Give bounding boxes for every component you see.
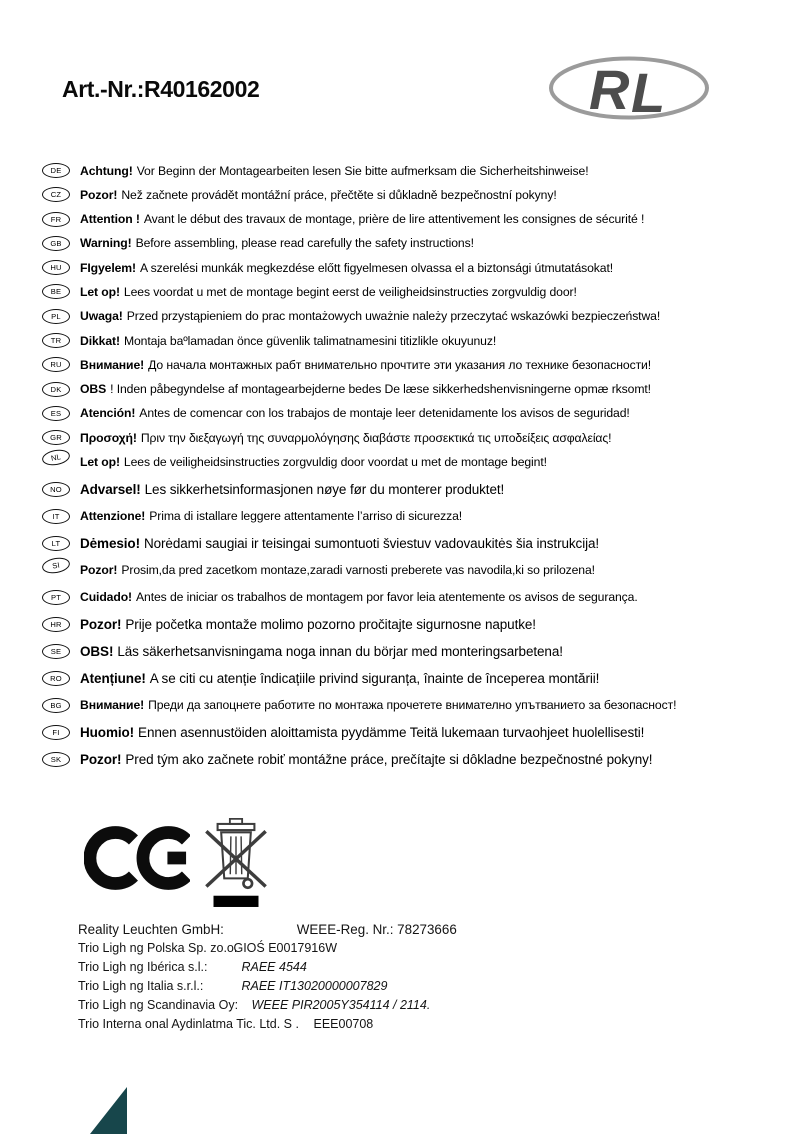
warning-text bbox=[80, 563, 595, 577]
warning-body: Antes de iniciar os trabalhos de montagem por favor leia atentemente os avisos de segurança. bbox=[136, 590, 638, 605]
warning-row bbox=[42, 559, 772, 578]
warning-body: Ennen asennustöiden aloittamista pyydämme Teitä lukemaan turvaohjeet huolellisesti! bbox=[138, 725, 645, 741]
warning-keyword: Advarsel! bbox=[80, 482, 141, 498]
company-name: Trio Interna onal Aydinlatma Tic. Ltd. S . bbox=[78, 1017, 299, 1031]
warning-keyword: Let op! bbox=[80, 455, 120, 470]
warning-body: Prosim,da pred zacetkom montaze,zaradi varnosti preberete vas navodila,ki so prilozena! bbox=[121, 563, 595, 578]
warning-keyword: Warning! bbox=[80, 236, 132, 251]
warning-row bbox=[42, 309, 772, 324]
warning-keyword: Let op! bbox=[80, 284, 120, 299]
warning-body: Montaja baºlamadan önce güvenlik talimatnamesini titizlikle okuyunuz! bbox=[123, 333, 497, 348]
warning-text bbox=[80, 644, 563, 659]
company-row bbox=[78, 958, 457, 977]
language-code-badge: SE bbox=[42, 644, 70, 659]
warning-row bbox=[42, 163, 772, 178]
warning-row bbox=[42, 430, 772, 445]
registration-number: RAEE 4544 bbox=[241, 960, 307, 974]
warning-row bbox=[42, 357, 772, 372]
warning-body: Než začnete provádět montážní práce, přečtěte si důkladně bezpečnostní pokyny! bbox=[121, 187, 557, 202]
language-code-badge: HR bbox=[42, 617, 70, 632]
language-code-badge: SI bbox=[41, 555, 71, 575]
registration-number: WEEE PIR2005Y354114 / 2114. bbox=[251, 998, 431, 1012]
warning-text bbox=[80, 212, 644, 226]
warning-text bbox=[80, 188, 557, 202]
logo-letter-r: R bbox=[589, 58, 630, 121]
warning-body: Преди да запоцнете работите по монтажа прочетете внимателно упътванието за безопасност! bbox=[148, 698, 677, 713]
warning-text bbox=[80, 617, 536, 632]
warning-keyword: Προσοχή! bbox=[80, 430, 137, 445]
warning-row bbox=[42, 260, 772, 275]
warning-body: Vor Beginn der Montagearbeiten lesen Sie bitte aufmerksam die Sicherheitshinweise! bbox=[136, 163, 589, 178]
warnings-list bbox=[42, 163, 772, 779]
warning-text bbox=[80, 382, 651, 396]
logo-letter-l: L bbox=[631, 61, 666, 121]
company-name: Trio Ligh ng Polska Sp. zo.o. bbox=[78, 941, 238, 955]
warning-body: A se citi cu atenție îndicațiile privind siguranța, înainte de începerea montării! bbox=[149, 671, 600, 687]
warning-body: Pred tým ako začnete robiť montážne práce, prečítajte si dôkladne bezpečnostné pokyny! bbox=[125, 752, 653, 768]
warning-keyword: Cuidado! bbox=[80, 590, 133, 605]
warning-keyword: Huomio! bbox=[80, 725, 135, 741]
warning-keyword: Pozor! bbox=[80, 563, 118, 578]
company-row bbox=[78, 939, 457, 958]
language-code-badge: PT bbox=[42, 590, 70, 605]
company-registration-block bbox=[78, 920, 457, 1034]
warning-body: ! Inden påbegyndelse af montagearbejderne bedes De læse sikkerhedshenvisningerne opmæ rksomt! bbox=[110, 382, 651, 397]
language-code-badge: ES bbox=[42, 406, 70, 421]
company-row bbox=[78, 996, 457, 1015]
language-code-badge: PL bbox=[42, 309, 70, 324]
warning-row bbox=[42, 187, 772, 202]
warning-text bbox=[80, 752, 652, 767]
language-code-badge: BG bbox=[42, 698, 70, 713]
warning-row bbox=[42, 698, 772, 713]
warning-row bbox=[42, 509, 772, 524]
warning-row bbox=[42, 451, 772, 470]
warning-row bbox=[42, 671, 772, 688]
warning-keyword: Attention ! bbox=[80, 212, 140, 227]
article-number-title: Art.-Nr.:R40162002 bbox=[62, 76, 260, 102]
warning-row bbox=[42, 752, 772, 769]
warning-row bbox=[42, 382, 772, 397]
warning-body: До начала монтажных рабт внимательно прочтите эти указания ло технике безопасности! bbox=[148, 357, 652, 372]
warning-body: Avant le début des travaux de montage, prière de lire attentivement les consignes de sécurité ! bbox=[143, 212, 645, 227]
warning-text bbox=[80, 358, 651, 372]
warning-keyword: Внимание! bbox=[80, 357, 145, 372]
warning-keyword: Pozor! bbox=[80, 752, 122, 768]
language-code-badge: NO bbox=[42, 482, 70, 497]
warning-row bbox=[42, 406, 772, 421]
warning-keyword: Pozor! bbox=[80, 187, 118, 202]
language-code-badge: RU bbox=[42, 357, 70, 372]
rl-brand-logo-icon bbox=[547, 55, 711, 121]
warning-keyword: FIgyelem! bbox=[80, 260, 136, 275]
company-name: Trio Ligh ng Scandinavia Oy: bbox=[78, 998, 239, 1012]
language-code-badge: NL bbox=[41, 447, 71, 467]
corner-triangle-mark bbox=[90, 1087, 127, 1134]
language-code-badge: DE bbox=[42, 163, 70, 178]
warning-body: Antes de comencar con los trabajos de montaje leer detenidamente los avisos de seguridad! bbox=[139, 406, 630, 421]
company-row bbox=[78, 920, 457, 939]
warning-body: Before assembling, please read carefully the safety instructions! bbox=[135, 236, 474, 251]
warning-text bbox=[80, 431, 611, 445]
warning-body: Lees de veiligheidsinstructies zorgvuldig door voordat u met de montage begint! bbox=[123, 455, 547, 470]
language-code-badge: CZ bbox=[42, 187, 70, 202]
warning-body: A szerelési munkák megkezdése előtt figyelmesen olvassa el a biztonsági útmutatásokat! bbox=[140, 260, 614, 275]
warning-keyword: Uwaga! bbox=[80, 309, 123, 324]
registration-number: WEEE-Reg. Nr.: 78273666 bbox=[296, 922, 457, 937]
language-code-badge: GB bbox=[42, 236, 70, 251]
warning-text bbox=[80, 671, 599, 686]
warning-text bbox=[80, 285, 577, 299]
warning-keyword: Attenzione! bbox=[80, 509, 146, 524]
registration-number: GIOŚ E0017916W bbox=[233, 941, 338, 955]
language-code-badge: FR bbox=[42, 212, 70, 227]
warning-text bbox=[80, 590, 638, 604]
warning-row bbox=[42, 236, 772, 251]
warning-keyword: Dėmesio! bbox=[80, 536, 140, 552]
warning-text bbox=[80, 236, 474, 250]
weee-date-bar bbox=[214, 896, 259, 907]
language-code-badge: LT bbox=[42, 536, 70, 551]
warning-text bbox=[80, 455, 547, 469]
warning-text bbox=[80, 406, 630, 420]
warning-text bbox=[80, 261, 613, 275]
warning-row bbox=[42, 644, 772, 661]
warning-text bbox=[80, 509, 462, 523]
language-code-badge: HU bbox=[42, 260, 70, 275]
company-row bbox=[78, 1015, 457, 1034]
ce-marking-icon bbox=[84, 824, 190, 892]
warning-body: Norėdami saugiai ir teisingai sumontuoti šviestuv vadovaukitės šia instrukcija! bbox=[143, 536, 600, 552]
warning-keyword: Atención! bbox=[80, 406, 136, 421]
warning-row bbox=[42, 617, 772, 634]
warning-keyword: Atențiune! bbox=[80, 671, 146, 687]
warning-keyword: Achtung! bbox=[80, 163, 133, 178]
language-code-badge: SK bbox=[42, 752, 70, 767]
warning-row bbox=[42, 333, 772, 348]
warning-body: Prije početka montaže molimo pozorno pročitajte sigurnosne naputke! bbox=[125, 617, 536, 633]
warning-keyword: Pozor! bbox=[80, 617, 122, 633]
weee-crossed-bin-icon bbox=[205, 818, 267, 908]
warning-keyword: Dikkat! bbox=[80, 333, 120, 348]
language-code-badge: DK bbox=[42, 382, 70, 397]
language-code-badge: IT bbox=[42, 509, 70, 524]
warning-body: Πριν την διεξαγωγή της συναρμολόγησης διαβάστε προσεκτικά τις υποδείξεις ασφαλείας! bbox=[140, 430, 612, 445]
language-code-badge: RO bbox=[42, 671, 70, 686]
registration-number: EEE00708 bbox=[313, 1017, 374, 1031]
warning-row bbox=[42, 725, 772, 742]
warning-keyword: OBS bbox=[80, 382, 107, 397]
warning-keyword: OBS! bbox=[80, 644, 114, 660]
warning-keyword: Внимание! bbox=[80, 698, 145, 713]
warning-body: Les sikkerhetsinformasjonen nøye før du monterer produktet! bbox=[144, 482, 505, 498]
warning-row bbox=[42, 284, 772, 299]
warning-body: Prima di istallare leggere attentamente l’arriso di sicurezza! bbox=[149, 509, 463, 524]
language-code-badge: FI bbox=[42, 725, 70, 740]
warning-row bbox=[42, 212, 772, 227]
warning-body: Przed przystąpieniem do prac montażowych uważnie należy przeczytać wskazówki bezpieczeństwa! bbox=[126, 309, 661, 324]
company-row bbox=[78, 977, 457, 996]
warning-row bbox=[42, 536, 772, 553]
warning-row bbox=[42, 590, 772, 605]
warning-text bbox=[80, 536, 599, 551]
company-name: Reality Leuchten GmbH: bbox=[78, 922, 224, 937]
warning-body: Läs säkerhetsanvisningama noga innan du börjar med monteringsarbetena! bbox=[117, 644, 563, 660]
language-code-badge: GR bbox=[42, 430, 70, 445]
registration-number: RAEE IT13020000007829 bbox=[241, 979, 388, 993]
warning-text bbox=[80, 164, 589, 178]
warning-text bbox=[80, 334, 496, 348]
warning-text bbox=[80, 309, 660, 323]
warning-text bbox=[80, 698, 676, 712]
company-name: Trio Ligh ng Ibérica s.l.: bbox=[78, 960, 208, 974]
warning-row bbox=[42, 482, 772, 499]
language-code-badge: TR bbox=[42, 333, 70, 348]
language-code-badge: BE bbox=[42, 284, 70, 299]
warning-text bbox=[80, 725, 644, 740]
warning-text bbox=[80, 482, 504, 497]
warning-body: Lees voordat u met de montage begint eerst de veiligheidsinstructies zorgvuldig door! bbox=[123, 284, 577, 299]
company-name: Trio Ligh ng Italia s.r.l.: bbox=[78, 979, 204, 993]
